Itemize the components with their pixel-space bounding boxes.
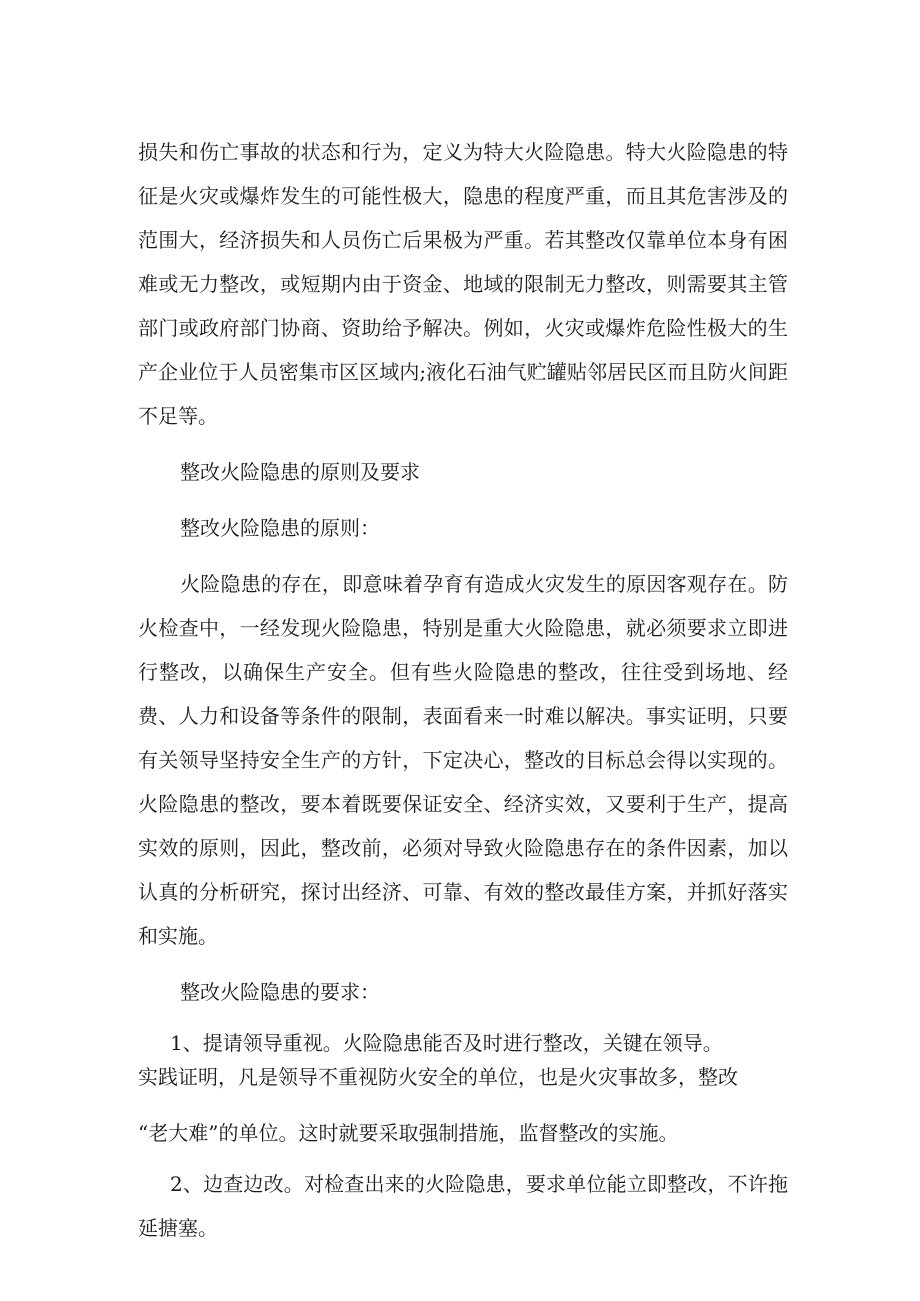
paragraph-spacer — [138, 958, 788, 970]
paragraph-major-hazard-definition: 损失和伤亡事故的状态和行为，定义为特大火险隐患。特大火险隐患的特征是火灾或爆炸发生的可能性极大，隐患的程度严重，而且其危害涉及的范围大，经济损失和人员伤亡后果极为严重。若其整改仅靠单位本身有困难或无力整改，或短期内由于资金、地域的限制无力整改，则需要其主管部门或政府部门协商、资助给予解决。例如，火灾或爆炸危险性极大的生产企业位于人员密集市区区域内;液化石油气贮罐贴邻居民区而且防火间距不足等。 — [138, 140, 788, 428]
paragraph-spacer — [138, 550, 788, 562]
paragraph-spacer — [138, 1150, 788, 1162]
heading-rectification-requirements: 整改火险隐患的要求： — [180, 980, 380, 1004]
paragraph-spacer — [138, 438, 788, 450]
requirement-item-2: 2、边查边改。对检查出来的火险隐患，要求单位能立即整改，不许拖延搪塞。 — [138, 1172, 788, 1240]
document-body — [138, 130, 788, 1250]
line-spacer — [138, 1094, 788, 1116]
requirement-item-1-line-3: “老大难”的单位。这时就要采取强制措施，监督整改的实施。 — [138, 1121, 679, 1145]
requirement-item-1-line-2: 实践证明，凡是领导不重视防火安全的单位，也是火灾事故多，整改 — [138, 1065, 738, 1089]
heading-rectification-principles: 整改火险隐患的原则： — [180, 516, 380, 540]
paragraph-spacer — [138, 1014, 788, 1026]
heading-rectification-principles-and-requirements: 整改火险隐患的原则及要求 — [180, 460, 420, 484]
requirement-item-1-line-1: 1、提请领导重视。火险隐患能否及时进行整改，关键在领导。 — [170, 1031, 723, 1055]
requirement-item-1 — [138, 1026, 788, 1150]
paragraph-principles-body: 火险隐患的存在，即意味着孕育有造成火灾发生的原因客观存在。防火检查中，一经发现火险隐患，特别是重大火险隐患，就必须要求立即进行整改，以确保生产安全。但有些火险隐患的整改，往往受到场地、经费、人力和设备等条件的限制，表面看来一时难以解决。事实证明，只要有关领导坚持安全生产的方针，下定决心，整改的目标总会得以实现的。火险隐患的整改，要本着既要保证安全、经济实效，又要利于生产，提高实效的原则，因此，整改前，必须对导致火险隐患存在的条件因素，加以认真的分析研究，探讨出经济、可靠、有效的整改最佳方案，并抓好落实和实施。 — [138, 572, 788, 948]
paragraph-spacer — [138, 494, 788, 506]
